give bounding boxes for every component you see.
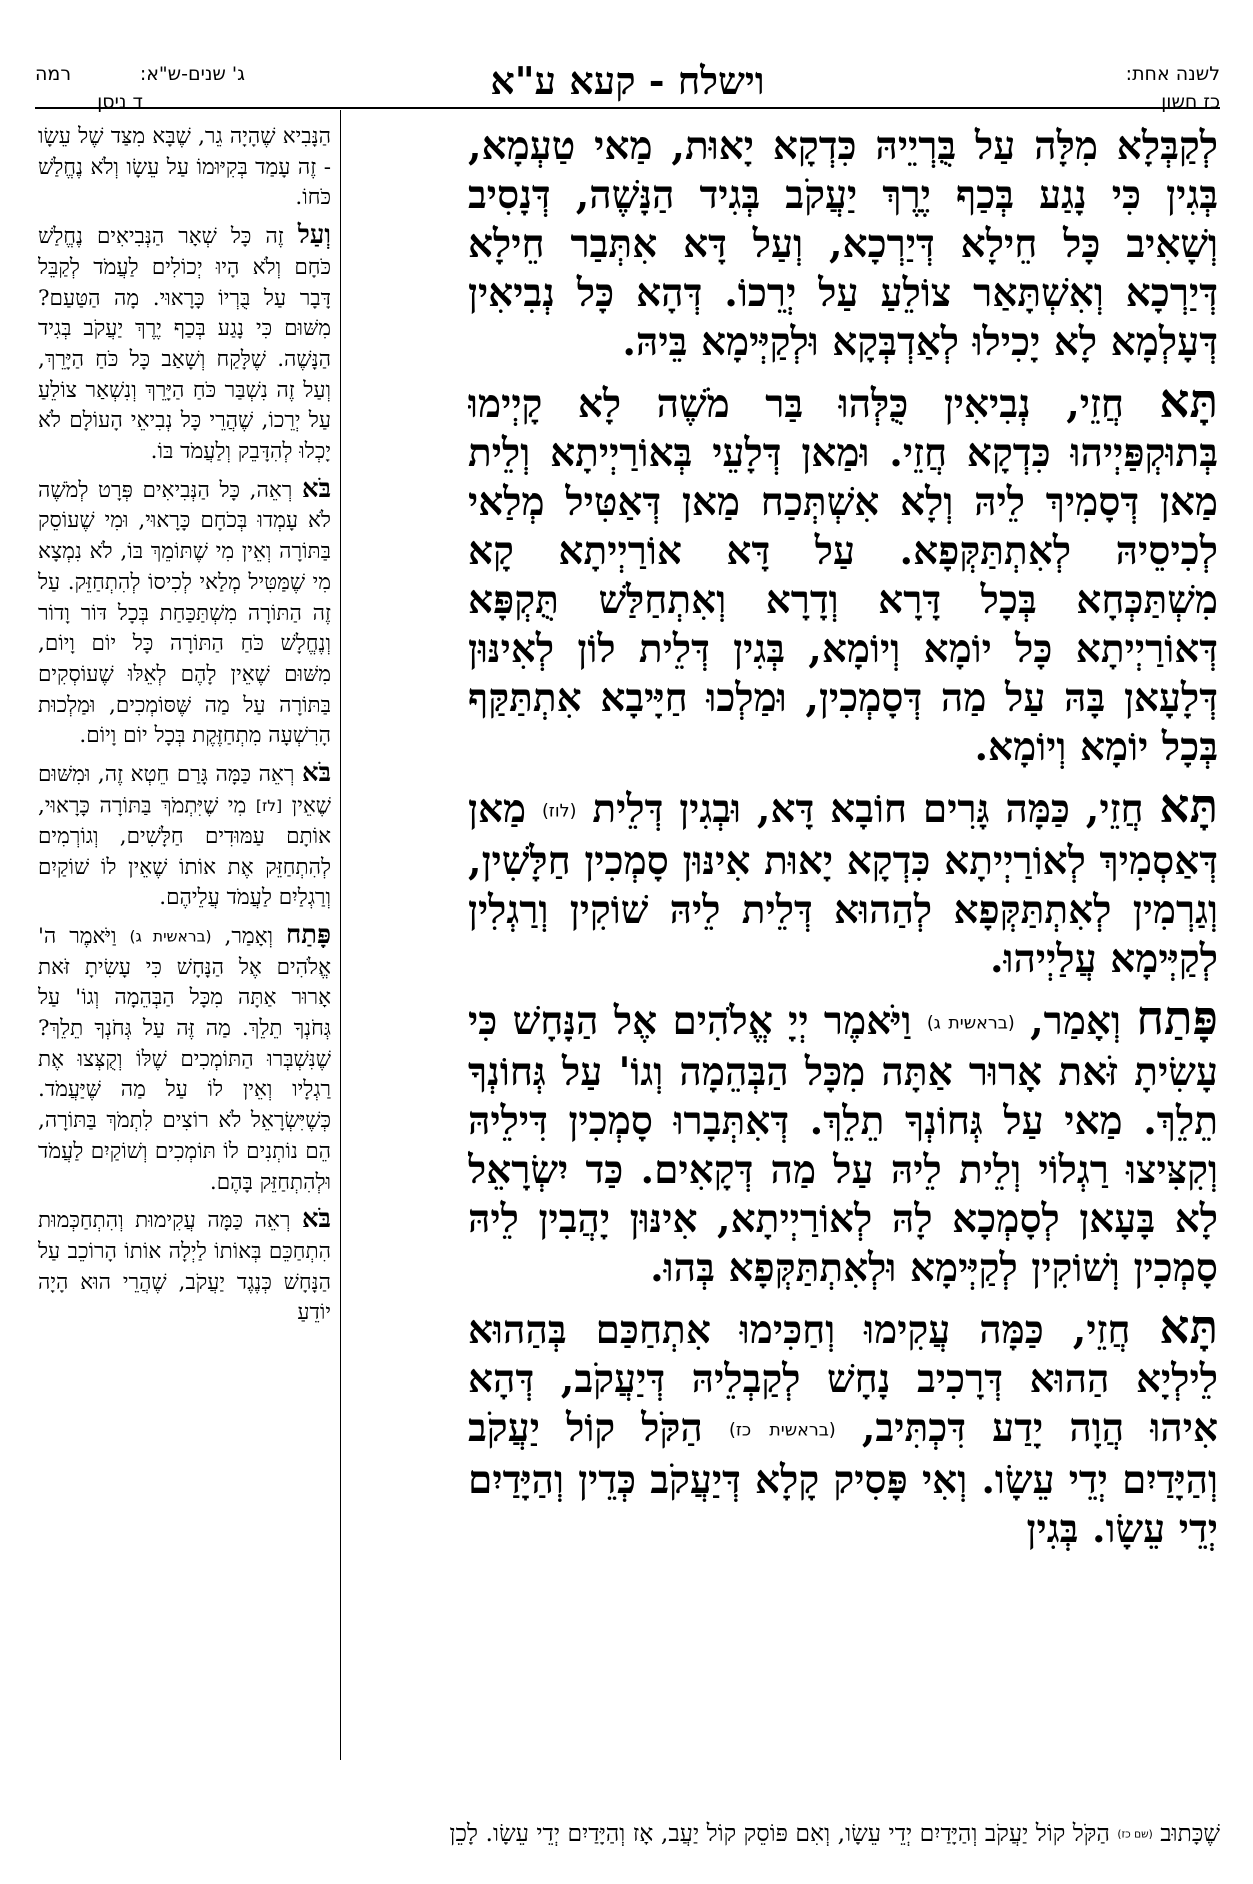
zohar-aramaic-column (468, 122, 1218, 1762)
paragraph-lead-word: תָּא (1159, 779, 1218, 834)
header-rule (35, 107, 1220, 109)
main-paragraph-4: פָּתַח וְאָמַר, (בראשית ג) וַיֹּאמֶר יְיָ אֱלֹהִים אֶל הַנָּחָשׁ כִּי עָשִׂיתָ זֹּאת אָרוּר אַתָּה מִכָּל הַבְּהֵמָה וְגוֹ' עַל גְּחוֹנְךָ תֵלֵךְ. מַאי עַל גְּחוֹנְךָ תֵלֵךְ. דְּאִתְּבָרוּ סָמְכִין דִּילֵיהּ וְקִצִּיצוּ רַגְלוֹי וְלֵית לֵיהּ עַל מַה דְּקָאִים. כַּד יִשְׂרָאֵל לָא בָּעָאן לְסָמְכָא לָהּ לְאוֹרַיְיתָא, אִינּוּן יָהֲבִין לֵיהּ סָמְכִין וְשׁוֹקִין לְקַיְּימָא וּלְאִתְתַּקְּפָא בְּהוּ. (468, 990, 1218, 1291)
level-label: רמה (35, 63, 72, 85)
side-paragraph-2: וְעַל זֶה כָּל שְׁאָר הַנְּבִיאִים נֶחֱלַשׁ כֹּחָם וְלֹא הָיוּ יְכוֹלִים לַעֲמֹד לְקַבֵּל דָּבָר עַל בֻּרְיוֹ כָּרָאוּי. מָה הַטַּעַם? מִשּׁוּם כִּי נָגַע בְּכַף יֶרֶךְ יַעֲקֹב בְּגִיד הַנָּשֶׁה. שֶׁלָּקַח וְשָׁאַב כָּל כֹּחַ הַיָּרֵךְ, וְעַל זֶה נִשְׁבַּר כֹּחַ הַיָּרֵךְ וְנִשְׁאַר צוֹלֵעַ עַל יְרֵכוֹ, שֶׁהֲרֵי כָּל נְבִיאֵי הָעוֹלָם לֹא יָכְלוּ לְהִדָּבֵק וְלַעֲמֹד בּוֹ. (38, 220, 331, 465)
side-paragraph-1: הַנָּבִיא שֶׁהָיָה גֵר, שֶׁבָּא מִצַּד שֶׁל עֵשָׂו - זֶה עָמַד בְּקִיּוּמוֹ עַל עֵשָׂו וְלֹא נֶחֱלַשׁ כֹּחוֹ. (38, 124, 331, 211)
paragraph-lead-word: פָּתַח (285, 919, 331, 950)
side-paragraph-6: בֹּא רְאֵה כַּמָּה עֲקִימוּת וְהִתְחַכְּמוּת הִתְחַכֵּם בְּאוֹתוֹ לַיְלָה אוֹתוֹ הָרוֹכֵב עַל הַנָּחָשׁ כְּנֶגֶד יַעֲקֹב, שֶׁהֲרֵי הוּא הָיָה יוֹדֵעַ (38, 1204, 331, 1326)
source-citation: (בראשית ג) (129, 927, 212, 946)
source-citation: [לז] (255, 796, 283, 815)
page-header (35, 50, 1220, 113)
three-years-date: ד ניסן (97, 91, 143, 113)
footer-continuation-line: שֶׁכָּתוּב (שם כז) הַקֹּל קוֹל יַעֲקֹב וְהַיָּדַיִם יְדֵי עֵשָׂו, וְאִם פּוֹסֵק קוֹל יַעֲב, אָז וְהַיָּדַיִם יְדֵי עֵשָׂו. לָכֵן (449, 1819, 1220, 1847)
source-citation: (שם כז) (1117, 1828, 1153, 1841)
side-paragraph-4: בֹּא רְאֵה כַּמָּה גָּרַם חֵטְא זֶה, וּמִשּׁוּם שֶׁאֵין [לז] מִי שֶׁיִּתְמֹךְ בַּתּוֹרָה כָּרָאוּי, אוֹתָם עַמּוּדִים חַלָּשִׁים, וְגוֹרְמִים לְהִתְחַזֵּק אֶת אוֹתוֹ שֶׁאֵין לוֹ שׁוֹקַיִם וְרַגְלַיִם לַעֲמֹד עֲלֵיהֶם. (38, 758, 331, 911)
three-years-label: ג' שנים-ש"א: (139, 63, 245, 85)
paragraph-lead-word: תָּא (1159, 1300, 1218, 1355)
paragraph-lead-word: בֹּא (302, 758, 331, 789)
side-paragraph-3: בֹּא רְאֵה, כָּל הַנְּבִיאִים פְּרָט לְמֹשֶׁה לֹא עָמְדוּ בְּכֹחָם כָּרָאוּי, וּמִי שֶׁעוֹסֵק בַּתּוֹרָה וְאֵין מִי שֶׁתּוֹמֵךְ בּוֹ, לֹא נִמְצָא מִי שֶׁמַּטִּיל מְלַאי לְכִיסוֹ לְהִתְחַזֵּק. עַל זֶה הַתּוֹרָה מִשְׁתַּכַּחַת בְּכָל דּוֹר וָדוֹר וְנֶחֱלָשׁ כֹּחַ הַתּוֹרָה כָּל יוֹם וָיוֹם, מִשּׁוּם שֶׁאֵין לָהֶם לְאֵלּוּ שֶׁעוֹסְקִים בַּתּוֹרָה עַל מַה שֶּׁסּוֹמְכִים, וּמַלְכוּת הָרִשְׁעָה מִתְחַזֶּקֶת בְּכָל יוֹם וָיוֹם. (38, 473, 331, 749)
column-divider (340, 110, 341, 1760)
hebrew-translation-column (38, 122, 331, 1762)
page-title: וישלח - קעא ע"א (490, 58, 765, 103)
one-year-date: כז חשון (1161, 91, 1220, 113)
main-paragraph-1: לְקַבְּלָא מִלָּה עַל בֻּרְיֵיהּ כִּדְקָא יָאוּת, מַאי טַעְמָא, בְּגִין כִּי נָגַע בְּכַף יֶרֶךְ יַעֲקֹב בְּגִיד הַנָּשֶׁה, דְּנָסִיב וְשָׁאִיב כָּל חֵילָא דְּיַרְכָא, וְעַל דָּא אִתְּבַר חֵילָא דְּיַרְכָא וְאִשְׁתָּאַר צוֹלֵעַ עַל יְרֵכוֹ. דְּהָא כָּל נְבִיאִין דְּעָלְמָא לָא יָכִילוּ לְאַדְבְּקָא וּלְקַיְּימָא בֵּיהּ. (468, 123, 1218, 365)
paragraph-lead-word: בֹּא (301, 1204, 331, 1235)
paragraph-lead-word: תָּא (1159, 374, 1218, 429)
main-paragraph-2: תָּא חֲזֵי, נְבִיאִין כֻּלְּהוּ בַּר מֹשֶׁה לָא קָיְימוּ בְּתוּקְפַּיְיהוּ כִּדְקָא חֲזֵי. וּמַאן דְּלָעֵי בְּאוֹרַיְיתָא וְלֵית מַאן דְּסָמִיךְ לֵיהּ וְלָא אִשְׁתְּכַח מַאן דְּאַטִּיל מְלַאי לְכִיסֵיהּ לְאִתְתַּקְּפָא. עַל דָּא אוֹרַיְיתָא קָא מִשְׁתַּכְּחָא בְּכָל דָּרָא וְדָרָא וְאִתְחַלַּשׁ תֻּקְפָּא דְּאוֹרַיְיתָא כָּל יוֹמָא וְיוֹמָא, בְּגִין דְּלֵית לוֹן לְאִינּוּן דְּלָעָאן בָּהּ עַל מַה דְּסָמְכִין, וּמַלְכוּ חַיָּיבָא אִתְתַּקַּף בְּכָל יוֹמָא וְיוֹמָא. (468, 374, 1218, 770)
side-paragraph-5: פָּתַח וְאָמַר, (בראשית ג) וַיֹּאמֶר ה' אֱלֹהִים אֶל הַנָּחָשׁ כִּי עָשִׂיתָ זֹּאת אָרוּר אַתָּה מִכָּל הַבְּהֵמָה וְגוֹ' עַל גְּחֹנְךָ תֵלֵךְ. מַה זֶּה עַל גְּחֹנְךָ תֵלֵךְ? שֶׁנִּשְׁבְּרוּ הַתּוֹמְכִים שֶׁלּוֹ וְקֻצְּצוּ אֶת רַגְלָיו וְאֵין לוֹ עַל מַה שֶּׁיַּעֲמֹד. כְּשֶׁיִּשְׂרָאֵל לֹא רוֹצִים לִתְמֹךְ בַּתּוֹרָה, הֵם נוֹתְנִים לוֹ תּוֹמְכִים וְשׁוֹקַיִם לַעֲמֹד וּלְהִתְחַזֵּק בָּהֶם. (38, 919, 331, 1195)
source-citation: (בראשית כז) (728, 1420, 836, 1441)
paragraph-lead-word: בֹּא (302, 473, 331, 504)
main-paragraph-5: תָּא חֲזֵי, כַּמָּה עֲקִימוּ וְחַכִּימוּ אִתְחַכַּם בְּהַהוּא לֵילְיָא הַהוּא דְּרָכִיב נָחָשׁ לְקַבְלֵיהּ דְּיַעֲקֹב, דְּהָא אִיהוּ הֲוָה יָדַע דִּכְתִּיב, (בראשית כז) הַקֹּל קוֹל יַעֲקֹב וְהַיָּדַיִם יְדֵי עֵשָׂו. וְאִי פָּסִיק קָלָא דְּיַעֲקֹב כְּדֵין וְהַיָּדַיִם יְדֵי עֵשָׂו. בְּגִין (468, 1300, 1218, 1552)
paragraph-lead-word: פָּתַח (1136, 990, 1218, 1046)
source-citation: (בראשית ג) (926, 1013, 1015, 1033)
one-year-label: לשנה אחת: (1125, 63, 1220, 85)
source-citation: (לוז) (541, 801, 577, 822)
main-paragraph-3: תָּא חֲזֵי, כַּמָּה גָּרִים חוֹבָא דָּא, וּבְגִין דְּלֵית (לוז) מַאן דְּאַסְמִיךְ לְאוֹרַיְיתָא כִּדְקָא יָאוּת אִינּוּן סָמְכִין חַלָּשִׁין, וְגַרְמִין לְאִתְתַּקְּפָא לְהַהוּא דְּלֵית לֵיהּ שׁוֹקִין וְרַגְלִין לְקַיְּימָא עֲלַיְיהוּ. (468, 779, 1218, 982)
paragraph-lead-word: וְעַל (297, 220, 331, 251)
